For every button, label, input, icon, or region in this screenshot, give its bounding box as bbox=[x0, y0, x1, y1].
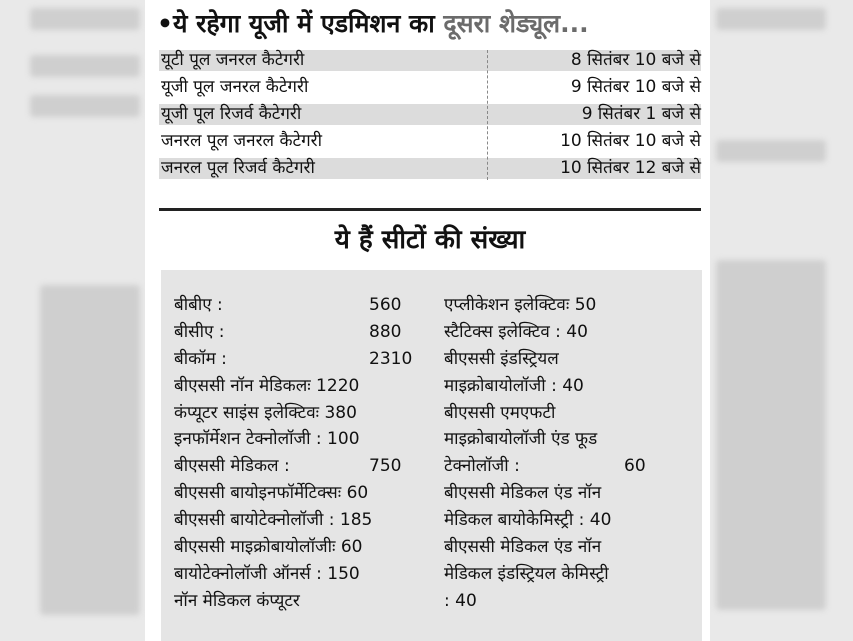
seats-column-right bbox=[444, 292, 694, 615]
schedule-title-accent: दूसरा शेड्यूल... bbox=[443, 9, 589, 38]
seat-value: 2310 bbox=[369, 348, 413, 369]
seat-line bbox=[444, 588, 694, 615]
schedule-row bbox=[159, 104, 701, 125]
seat-line bbox=[444, 292, 694, 319]
blurred-background-right-1 bbox=[716, 8, 826, 30]
schedule-time: 10 सितंबर 10 बजे से bbox=[560, 131, 701, 151]
blurred-background-left-2 bbox=[30, 55, 140, 77]
seat-label: बीएससी एमएफटी bbox=[444, 402, 556, 423]
blurred-background-right-2 bbox=[716, 140, 826, 162]
seat-label: बीएससी इंडस्ट्रियल bbox=[444, 348, 559, 369]
seat-label: स्टैटिक्स इलेक्टिव : 40 bbox=[444, 321, 588, 342]
schedule-category: यूजी पूल रिजर्व कैटेगरी bbox=[161, 104, 302, 124]
seat-label: माइक्रोबायोलॉजी एंड फूड bbox=[444, 429, 598, 450]
seat-line bbox=[444, 507, 694, 534]
schedule-time: 10 सितंबर 12 बजे से bbox=[560, 158, 701, 178]
section-rule bbox=[159, 208, 701, 211]
seat-line bbox=[444, 426, 694, 453]
seat-value: 560 bbox=[369, 295, 402, 315]
schedule-category: यूजी पूल जनरल कैटेगरी bbox=[161, 77, 309, 97]
seat-line bbox=[174, 400, 434, 427]
seat-label: : 40 bbox=[444, 590, 477, 611]
newspaper-clipping bbox=[145, 0, 710, 641]
seat-line bbox=[174, 319, 434, 346]
schedule-category: यूटी पूल जनरल कैटेगरी bbox=[161, 50, 305, 70]
seat-line bbox=[444, 400, 694, 427]
blurred-background-left-1 bbox=[30, 8, 140, 30]
schedule-time: 9 सितंबर 10 बजे से bbox=[570, 77, 701, 97]
seat-label: बीएससी मेडिकल एंड नॉन bbox=[444, 483, 602, 504]
seat-label: बायोटेक्नोलॉजी ऑनर्स : 150 bbox=[174, 563, 360, 584]
seats-box bbox=[161, 270, 702, 641]
seat-line bbox=[174, 480, 434, 507]
seat-label: बीबीए : bbox=[174, 295, 223, 315]
seat-line bbox=[444, 480, 694, 507]
schedule-title bbox=[157, 4, 702, 44]
seat-line bbox=[444, 453, 694, 480]
schedule-divider bbox=[487, 50, 488, 180]
schedule-row bbox=[159, 158, 701, 179]
seat-value: 60 bbox=[624, 456, 646, 477]
seats-heading: ये हैं सीटों की संख्या bbox=[334, 225, 526, 255]
seat-label: कंप्यूटर साइंस इलेक्टिवः 380 bbox=[174, 402, 357, 423]
seat-line bbox=[174, 373, 434, 400]
schedule-table bbox=[159, 50, 701, 185]
schedule-row bbox=[159, 50, 701, 71]
seat-line bbox=[444, 319, 694, 346]
seat-line bbox=[174, 507, 434, 534]
seat-label: बीसीए : bbox=[174, 321, 225, 342]
seat-label: बीकॉम : bbox=[174, 348, 227, 369]
seat-line bbox=[174, 453, 434, 480]
schedule-time: 8 सितंबर 10 बजे से bbox=[570, 50, 701, 70]
blurred-background-right-3 bbox=[716, 260, 826, 610]
seat-line bbox=[444, 346, 694, 373]
schedule-category: जनरल पूल रिजर्व कैटेगरी bbox=[161, 158, 315, 178]
seat-label: बीएससी मेडिकल एंड नॉन bbox=[444, 537, 602, 558]
schedule-time: 9 सितंबर 1 बजे से bbox=[581, 104, 701, 124]
seat-line bbox=[174, 534, 434, 561]
seat-label: बीएससी बायोटेक्नोलॉजी : 185 bbox=[174, 510, 373, 531]
seat-line bbox=[174, 588, 434, 615]
schedule-category: जनरल पूल जनरल कैटेगरी bbox=[161, 131, 323, 151]
seat-value: 750 bbox=[369, 456, 402, 477]
seat-line bbox=[174, 346, 434, 373]
seat-label: एप्लीकेशन इलेक्टिवः 50 bbox=[444, 295, 597, 315]
seat-line bbox=[174, 426, 434, 453]
blurred-background-left-4 bbox=[40, 285, 140, 615]
seat-label: बीएससी माइक्रोबायोलॉजीः 60 bbox=[174, 537, 363, 558]
seats-column-left bbox=[174, 292, 434, 615]
seat-label: टेक्नोलॉजी : bbox=[444, 456, 520, 477]
seat-label: मेडिकल बायोकेमिस्ट्री : 40 bbox=[444, 510, 612, 531]
blurred-background-left-3 bbox=[30, 95, 140, 117]
seat-label: माइक्रोबायोलॉजी : 40 bbox=[444, 375, 584, 396]
seat-label: बीएससी नॉन मेडिकलः 1220 bbox=[174, 375, 360, 396]
seat-line bbox=[444, 561, 694, 588]
schedule-row bbox=[159, 131, 701, 152]
schedule-row bbox=[159, 77, 701, 98]
seat-label: बीएससी मेडिकल : bbox=[174, 456, 290, 477]
seat-line bbox=[444, 534, 694, 561]
seat-label: मेडिकल इंडस्ट्रियल केमिस्ट्री bbox=[444, 563, 609, 584]
seat-label: इनफॉर्मेशन टेक्नोलॉजी : 100 bbox=[174, 429, 360, 450]
seat-label: बीएससी बायोइनफॉर्मेटिक्सः 60 bbox=[174, 483, 369, 504]
seat-line bbox=[174, 561, 434, 588]
seat-line bbox=[444, 373, 694, 400]
seat-value: 880 bbox=[369, 321, 402, 342]
schedule-title-main: •ये रहेगा यूजी में एडमिशन का bbox=[157, 9, 444, 38]
seat-line bbox=[174, 292, 434, 319]
seat-label: नॉन मेडिकल कंप्यूटर bbox=[174, 590, 300, 611]
